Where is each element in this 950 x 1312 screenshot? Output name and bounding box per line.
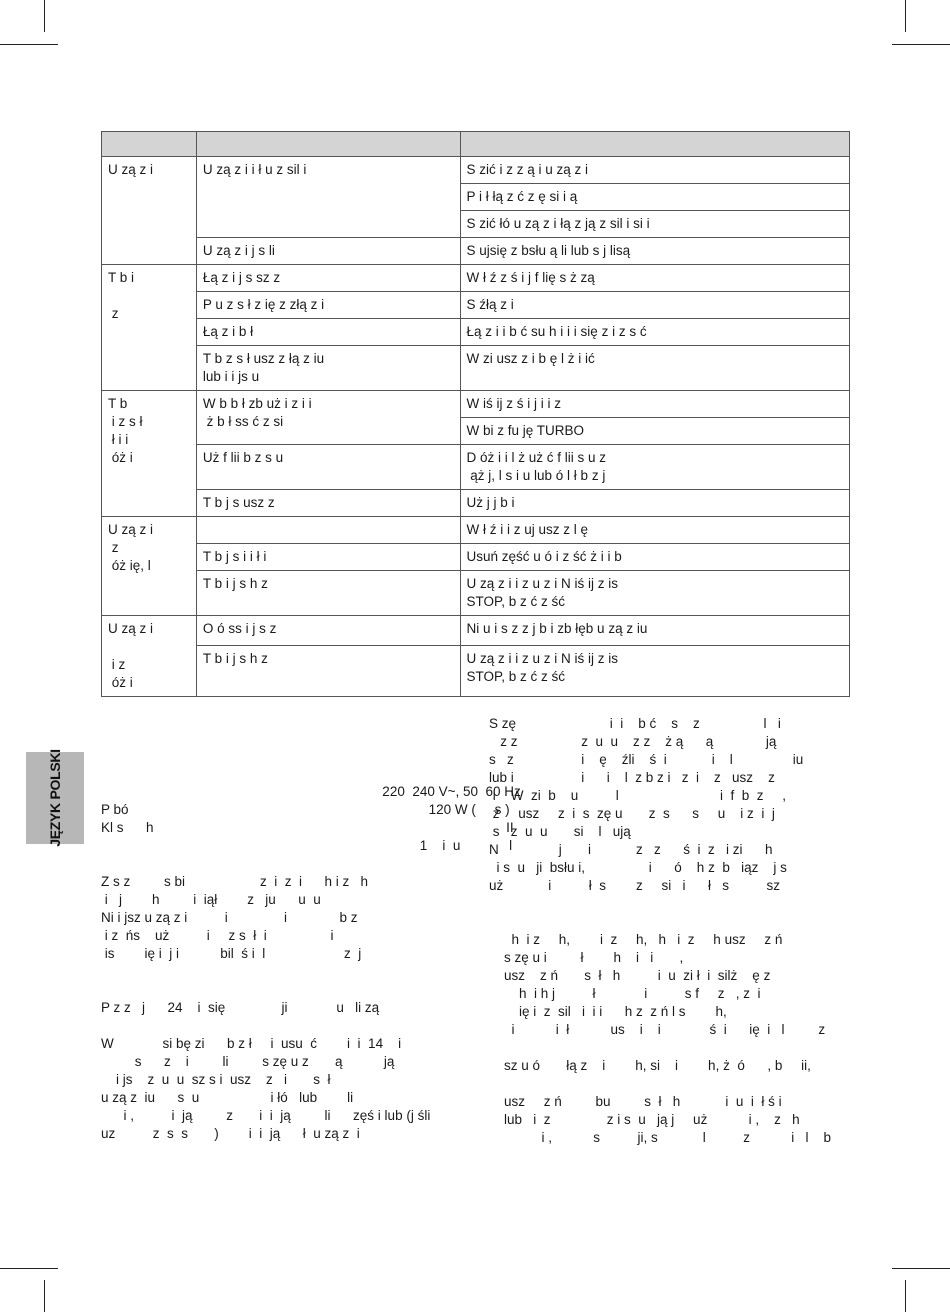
solution-cell: S zić łó u zą z i łą z ją z sil i si i bbox=[460, 211, 849, 238]
language-tab bbox=[26, 749, 84, 847]
text-line: uż i ł s z si i ł s sz bbox=[489, 878, 781, 893]
table-row bbox=[102, 292, 850, 319]
right-text-column bbox=[489, 715, 849, 1147]
text-line: i i ł us i i ś i ię i l z bbox=[489, 1022, 826, 1037]
problem-cell: U zą z i i z óż i bbox=[102, 616, 197, 697]
table-row bbox=[102, 265, 850, 292]
text-line: S zę i i b ć s z l i bbox=[489, 716, 781, 731]
table-row bbox=[102, 319, 850, 346]
cause-cell bbox=[196, 517, 460, 544]
text-line: Kl s h II bbox=[101, 820, 514, 835]
text-line: W si bę zi b z ł i usu ć i i 14 i bbox=[101, 1036, 402, 1051]
solution-cell: U zą z i i z u z i N iś ij z is STOP, b z ć z ść bbox=[460, 571, 849, 616]
solution-cell: W iś ij z ś i j i i z bbox=[460, 391, 849, 418]
troubleshooting-table bbox=[101, 131, 850, 697]
problem-cell: T b i z bbox=[102, 265, 197, 391]
cause-cell: Łą z i b ł bbox=[196, 319, 460, 346]
solution-cell: D óż i i l ż uż ć f lii s u z ąż j, l s i u lub ó l ł b z j bbox=[460, 445, 849, 490]
text-line: h i z h, i z h, h i z h usz z ń bbox=[489, 932, 783, 947]
text-line bbox=[101, 747, 461, 765]
text-line: s z i li s zę u z ą ją bbox=[101, 1054, 395, 1069]
text-line: Ni i jsz u zą z i i i b z bbox=[101, 910, 358, 925]
left-text-column bbox=[101, 729, 521, 1143]
text-line: P z z j 24 i się ji u li zą bbox=[101, 1000, 380, 1015]
text-line bbox=[101, 981, 461, 999]
language-tab-label: JĘZYK POLSKI bbox=[47, 749, 63, 847]
text-line: h i h j ł i s f z , z i bbox=[489, 986, 761, 1001]
solution-cell: S źłą z i bbox=[460, 292, 849, 319]
header-cell bbox=[102, 132, 197, 157]
text-line bbox=[101, 1017, 461, 1035]
text-line: 1 i u l bbox=[101, 838, 513, 853]
text-line bbox=[101, 729, 461, 747]
cause-cell: T b i j s h z bbox=[196, 646, 460, 697]
cause-cell: U zą z i j s li bbox=[196, 238, 460, 265]
text-line: i j h i iął z ju u u bbox=[101, 892, 321, 907]
crop-mark bbox=[44, 1280, 45, 1312]
solution-cell: U zą z i i z u z i N iś ij z is STOP, b z ć z ść bbox=[460, 646, 849, 697]
table-row bbox=[102, 157, 850, 184]
solution-cell: P i ł łą z ć z ę si i ą bbox=[460, 184, 849, 211]
text-line: i s u ji bsłu i, i ó h z b iąz j s bbox=[489, 860, 787, 875]
cause-cell: Uż f lii b z s u bbox=[196, 445, 460, 490]
solution-cell: Uż j j b i bbox=[460, 490, 849, 517]
solution-cell: Usuń zęść u ó i z ść ż i i b bbox=[460, 544, 849, 571]
cause-cell: T b z s ł usz z łą z iu lub i i js u bbox=[196, 346, 460, 391]
table-header-row bbox=[102, 132, 850, 157]
cause-cell: U zą z i i ł u z sil i bbox=[196, 157, 460, 238]
solution-cell: S zić i z z ą i u zą z i bbox=[460, 157, 849, 184]
text-line: usz z ń bu s ł h i u i ł ś i bbox=[489, 1094, 782, 1109]
text-line: lub i z z i s u ją j uż i , z h bbox=[489, 1112, 800, 1127]
solution-cell: W bi z fu ję TURBO bbox=[460, 418, 849, 445]
text-line: z z z u u z z ż ą ą ją bbox=[489, 734, 777, 749]
text-line: s z i ę źli ś i i l iu bbox=[489, 752, 804, 767]
text-line: i js z u u sz s i usz z i s ł bbox=[101, 1072, 331, 1087]
cause-cell: T b j s usz z bbox=[196, 490, 460, 517]
text-line: usz z ń s ł h i u zi ł i silż ę z bbox=[489, 968, 771, 983]
solution-cell: W ł ź i i z uj usz z l ę bbox=[460, 517, 849, 544]
table-row bbox=[102, 490, 850, 517]
crop-mark bbox=[0, 1268, 58, 1269]
cause-cell: Łą z i j s sz z bbox=[196, 265, 460, 292]
text-line: is ię i j i bil ś i l z j bbox=[101, 946, 362, 961]
text-line: z usz z i s zę u z s s u i z i j bbox=[489, 806, 775, 821]
text-line bbox=[489, 913, 849, 931]
crop-mark bbox=[0, 44, 58, 45]
problem-cell: U zą z i bbox=[102, 157, 197, 265]
solution-cell: W ł ź z ś i j f lię s ż zą bbox=[460, 265, 849, 292]
text-line: uz z s s ) i i ją ł u zą z i bbox=[101, 1126, 360, 1141]
problem-cell: U zą z i z óż ię, l bbox=[102, 517, 197, 616]
table-row bbox=[102, 445, 850, 490]
text-line: ię i z sil i i i h z z ń l s h, bbox=[489, 1004, 727, 1019]
text-line: u zą z iu s u i łó lub li bbox=[101, 1090, 354, 1105]
table-row bbox=[102, 544, 850, 571]
text-line bbox=[101, 855, 461, 873]
table-row bbox=[102, 571, 850, 616]
cause-cell: T b j s i i ł i bbox=[196, 544, 460, 571]
crop-mark bbox=[905, 1280, 906, 1312]
crop-mark bbox=[905, 0, 906, 32]
text-line bbox=[489, 1075, 849, 1093]
crop-mark bbox=[892, 1268, 950, 1269]
solution-cell: W zi usz z i b ę l ż i ić bbox=[460, 346, 849, 391]
cause-cell: W b b ł zb uż i z i i ż b ł ss ć z si bbox=[196, 391, 460, 445]
text-line bbox=[101, 765, 461, 783]
table-row bbox=[102, 346, 850, 391]
text-line: s z u u si l ują bbox=[489, 824, 631, 839]
table-row bbox=[102, 616, 850, 646]
header-cell bbox=[460, 132, 849, 157]
text-line bbox=[489, 1039, 849, 1057]
text-line: P bó 120 W ( s ) bbox=[101, 802, 510, 817]
solution-cell: S ujsię z bsłu ą li lub s j lisą bbox=[460, 238, 849, 265]
text-line: Z s z s bi z i z i h i z h bbox=[101, 874, 369, 889]
crop-mark bbox=[892, 44, 950, 45]
text-line bbox=[101, 963, 461, 981]
problem-cell: T b i z s ł ł i i óż i bbox=[102, 391, 197, 517]
text-line bbox=[489, 895, 849, 913]
text-line: i W zi b u l i f b z , bbox=[489, 788, 787, 803]
cause-cell: T b i j s h z bbox=[196, 571, 460, 616]
text-line: i , s ji, s l z i l b bbox=[489, 1130, 832, 1145]
text-line: sz u ó łą z i h, si i h, ż ó , b ii, bbox=[489, 1058, 811, 1073]
solution-cell: Ni u i s z z j b i zb łęb u zą z iu bbox=[460, 616, 849, 646]
table-row bbox=[102, 517, 850, 544]
table-row bbox=[102, 238, 850, 265]
cause-cell: P u z s ł z ię z złą z i bbox=[196, 292, 460, 319]
cause-cell: O ó ss i j s z bbox=[196, 616, 460, 646]
text-line: lub i i i l z b z i z i z usz z bbox=[489, 770, 775, 785]
text-line: i , i ją z i i ją li zęś i lub (j śli bbox=[101, 1108, 431, 1123]
header-cell bbox=[196, 132, 460, 157]
text-line: N j i z z ś i z i zi h bbox=[489, 842, 773, 857]
table-row bbox=[102, 646, 850, 697]
solution-cell: Łą z i i b ć su h i i i się z i z s ć bbox=[460, 319, 849, 346]
text-line: s zę u i ł h i i , bbox=[489, 950, 684, 965]
crop-mark bbox=[44, 0, 45, 32]
table-row bbox=[102, 391, 850, 418]
text-line: i z ńs uż i z s ł i i bbox=[101, 928, 334, 943]
text-line: 220 240 V~, 50 60 Hz bbox=[101, 784, 521, 799]
